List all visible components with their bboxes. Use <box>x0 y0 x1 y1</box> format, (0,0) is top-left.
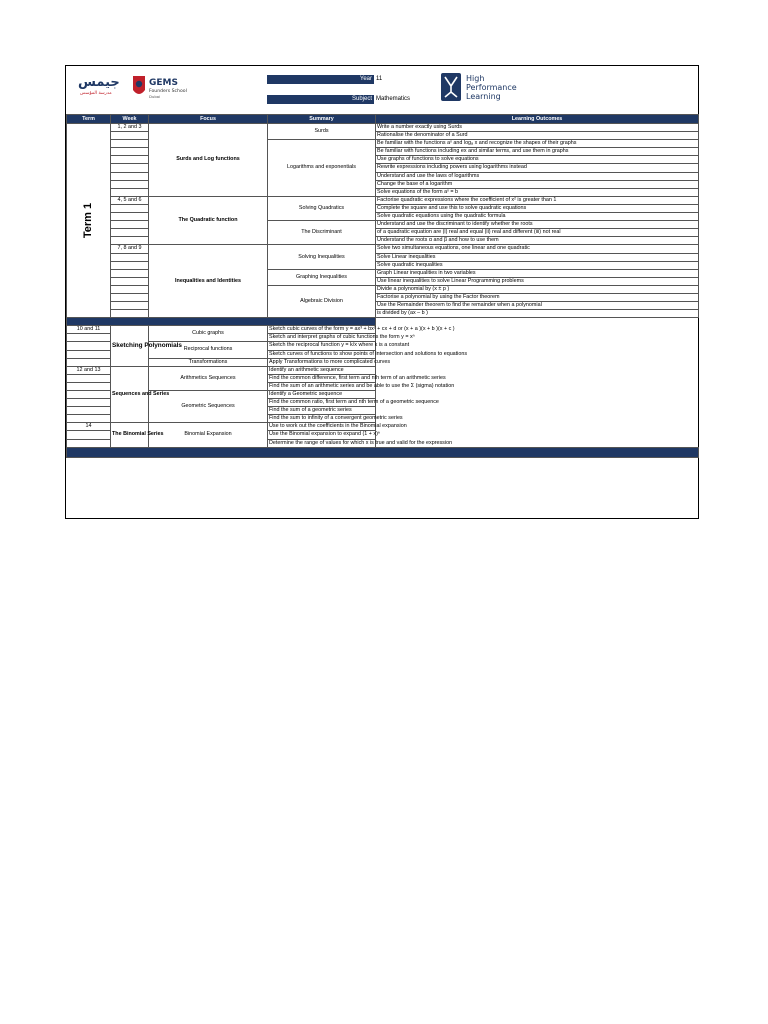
outcome-cell: Solve two simultaneous equations, one linear and one quadratic <box>376 245 699 253</box>
focus-cell: Sequences and Series <box>111 366 149 423</box>
summary-cell: Binomial Expansion <box>149 423 268 447</box>
year-value: 11 <box>376 76 383 82</box>
curriculum-sheet <box>65 65 699 519</box>
outcome-cell: Solve Linear inequalities <box>376 253 699 261</box>
outcome-cell: Sketch curves of functions to show points of intersection and solutions to equations <box>269 350 468 357</box>
week-cell <box>111 253 149 261</box>
week-cell <box>111 310 149 318</box>
outcome-cell: Divide a polynomial by (x ± p ) <box>376 285 699 293</box>
outcome-cell: Use the Binomial expansion to expand (1 + x)ⁿ <box>269 431 380 438</box>
outcome-cell: Sketch cubic curves of the form y = ax³ + bx² + cx + d or (x + a )(x + b )(x + c ) <box>269 326 455 333</box>
crest-icon <box>136 81 142 87</box>
week-cell <box>111 237 149 245</box>
focus-cell: Inequalities and Identities <box>149 245 268 318</box>
week-cell: 1, 2 and 3 <box>111 124 149 132</box>
col-summary: Summary <box>268 115 376 124</box>
focus-cell: Surds and Log functions <box>149 124 268 197</box>
outcome-cell: Factorise a polynomial by using the Factor theorem <box>376 293 699 301</box>
summary-cell: Cubic graphs <box>149 326 268 342</box>
week-cell: 10 and 11 <box>67 326 111 334</box>
table-row <box>67 326 699 334</box>
outcome-cell: is divided by (ax – b ) <box>376 310 699 318</box>
summary-cell: Solving Inequalities <box>268 245 376 269</box>
table-row <box>67 245 699 253</box>
week-cell <box>111 229 149 237</box>
outcome-cell: Be familiar with functions including ex and similar terms, and use them in graphs <box>376 148 699 156</box>
week-cell <box>111 302 149 310</box>
table-row <box>67 196 699 204</box>
gems-city-text: Dubai <box>149 94 161 99</box>
summary-cell: Reciprocal functions <box>149 342 268 358</box>
term-cell <box>67 124 111 318</box>
table-row <box>67 124 699 132</box>
outcome-cell: Factorise quadratic expressions where the coefficient of x² is greater than 1 <box>376 196 699 204</box>
outcome-cell: Rationalise the denominator of a Surd <box>376 132 699 140</box>
outcome-cell: Find the sum of an arithmetic series and be able to use the Σ (sigma) notation <box>269 382 455 389</box>
gems-wordmark: GEMS <box>149 78 178 88</box>
focus-cell: Sketching Polynomials <box>111 326 149 366</box>
outcome-cell: Identify a Geometric sequence <box>268 391 376 399</box>
week-cell <box>67 334 111 342</box>
table-header-row <box>67 115 699 124</box>
col-term: Term <box>67 115 111 124</box>
week-cell <box>67 374 111 382</box>
gems-arabic-subtext: مدرسة المؤسس <box>80 91 112 96</box>
outcome-cell: Find the sum of a geometric series <box>268 407 376 415</box>
outcome-cell: Apply Transformations to more complicated curves <box>269 358 391 365</box>
outcome-cell: Find the common difference, first term and nth term of an arithmetic series <box>269 374 446 381</box>
summary-cell: Transformations <box>149 358 268 366</box>
outcome-cell: Rewrite expressions including powers using logarithms instead <box>376 164 699 172</box>
outcome-cell: Complete the square and use this to solve quadratic equations <box>376 204 699 212</box>
outcome-cell: Understand and use the discriminant to identify whether the roots <box>376 221 699 229</box>
outcome-cell: Understand and use the laws of logarithms <box>376 172 699 180</box>
term-label: Term 1 <box>81 202 94 239</box>
outcome-cell: Solve quadratic inequalities <box>376 261 699 269</box>
week-cell <box>111 261 149 269</box>
week-cell: 14 <box>67 423 111 431</box>
week-cell <box>111 148 149 156</box>
outcome-cell: Identify an arithmetic sequence <box>268 366 376 374</box>
summary-cell: Logarithms and exponentials <box>268 140 376 197</box>
outcome-cell: Use the Remainder theorem to find the remainder when a polynomial <box>376 302 699 310</box>
week-cell <box>111 172 149 180</box>
subject-label: Subject <box>267 95 374 104</box>
outcome-cell: Solve quadratic equations using the quadratic formula <box>376 213 699 221</box>
hpl-line1: High <box>466 74 485 83</box>
week-cell <box>111 277 149 285</box>
outcome-cell: Use to work out the coefficients in the Binomial expansion <box>269 423 407 430</box>
week-cell: 4, 5 and 6 <box>111 196 149 204</box>
summary-cell: Solving Quadratics <box>268 196 376 220</box>
col-week: Week <box>111 115 149 124</box>
hpl-line3: Learning <box>466 92 501 101</box>
week-cell <box>111 213 149 221</box>
summary-cell: Geometric Sequences <box>149 391 268 423</box>
week-cell <box>67 342 111 350</box>
col-outcomes: Learning Outcomes <box>376 115 699 124</box>
table-row <box>67 358 699 366</box>
col-focus: Focus <box>149 115 268 124</box>
week-cell: 7, 8 and 9 <box>111 245 149 253</box>
outcome-cell: Find the common ratio, first term and nth term of a geometric sequence <box>269 399 439 406</box>
summary-cell: Algebraic Division <box>268 285 376 317</box>
week-cell <box>67 358 111 366</box>
outcome-cell: Determine the range of values for which x is true and valid for the expression <box>269 439 453 446</box>
week-cell <box>111 269 149 277</box>
outcome-cell: Be familiar with the functions aˣ and logₐ x and recognize the shapes of their graphs <box>376 140 699 148</box>
week-cell <box>111 221 149 229</box>
week-cell <box>111 204 149 212</box>
scheme-of-work-table <box>66 114 699 458</box>
outcome-cell: Use graphs of functions to solve equations <box>376 156 699 164</box>
high-performance-learning-logo <box>440 72 550 104</box>
gems-founders-text: Founders School <box>149 89 187 94</box>
subject-value: Mathematics <box>376 96 411 102</box>
gems-founders-logo <box>76 72 196 104</box>
week-cell <box>111 180 149 188</box>
week-cell <box>67 407 111 415</box>
week-cell <box>111 156 149 164</box>
week-cell <box>67 350 111 358</box>
week-cell <box>111 285 149 293</box>
summary-cell: Graphing Inequalities <box>268 269 376 285</box>
hpl-line2: Performance <box>466 83 517 92</box>
outcome-cell: Solve equations of the form aˣ = b <box>376 188 699 196</box>
week-cell: 12 and 13 <box>67 366 111 374</box>
year-label: Year <box>267 75 374 84</box>
gems-arabic-text: جيمس <box>78 75 120 90</box>
summary-cell: Surds <box>268 124 376 140</box>
outcome-cell: Sketch and interpret graphs of cubic functions the form y = xⁿ <box>269 334 415 341</box>
summary-cell: The Discriminant <box>268 221 376 245</box>
table-row <box>67 366 699 374</box>
week-cell <box>111 188 149 196</box>
week-cell <box>67 415 111 423</box>
week-cell <box>67 399 111 407</box>
term-separator-bar <box>67 318 699 326</box>
table-footer-bar <box>67 447 699 457</box>
outcome-cell: Understand the roots α and β and how to use them <box>376 237 699 245</box>
summary-cell: Arithmetics Sequences <box>149 366 268 390</box>
week-cell <box>111 164 149 172</box>
outcome-cell: Write a number exactly using Surds <box>376 124 699 132</box>
outcome-cell: Sketch the reciprocal function y = k/x where k is a constant <box>269 342 410 349</box>
outcome-cell: Use linear inequalities to solve Linear Programming problems <box>376 277 699 285</box>
focus-cell: The Binomial Series <box>111 423 149 447</box>
week-cell <box>111 132 149 140</box>
week-cell <box>67 439 111 447</box>
focus-cell: The Quadratic function <box>149 196 268 245</box>
outcome-cell: of a quadratic equation are (i) real and equal (ii) real and different (iii) not real <box>376 229 699 237</box>
week-cell <box>111 140 149 148</box>
outcome-cell: Change the base of a logarithm <box>376 180 699 188</box>
week-cell <box>67 382 111 390</box>
week-cell <box>67 431 111 439</box>
week-cell <box>67 391 111 399</box>
outcome-cell: Graph Linear inequalities in two variables <box>376 269 699 277</box>
outcome-cell: Find the sum to infinity of a convergent geometric series <box>269 415 403 422</box>
table-row <box>67 423 699 431</box>
week-cell <box>111 293 149 301</box>
